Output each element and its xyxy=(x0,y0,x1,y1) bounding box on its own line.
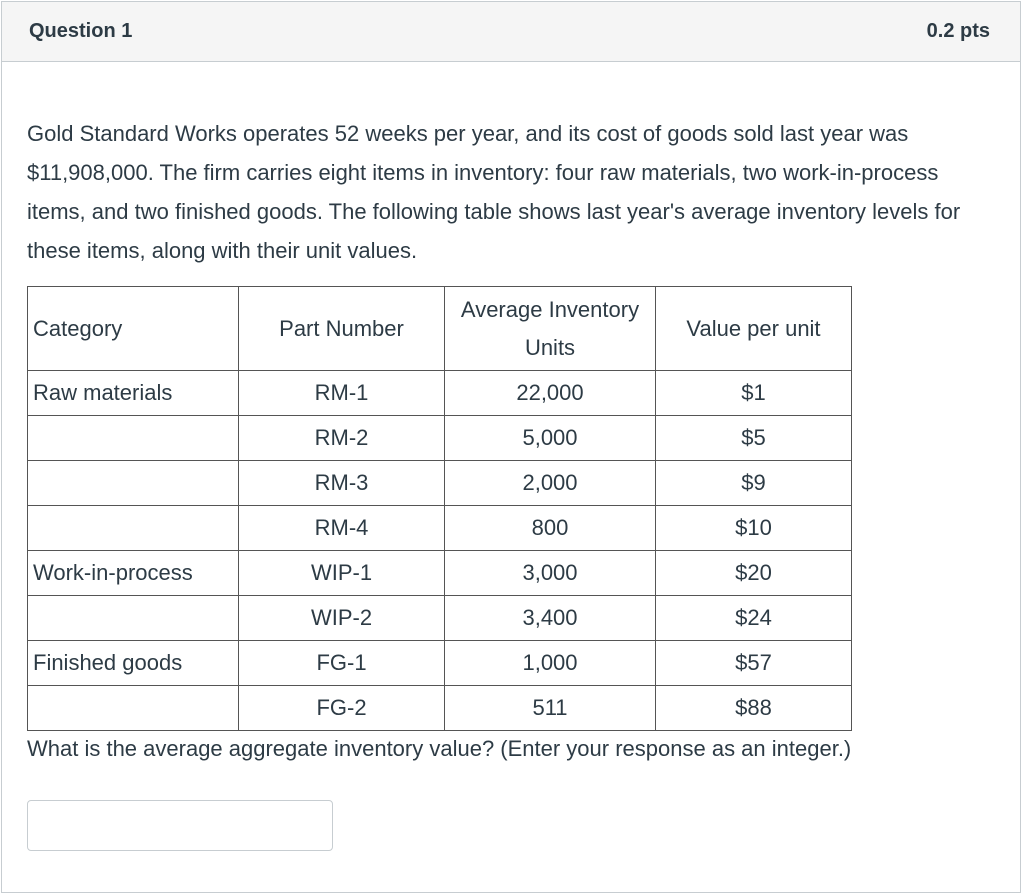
header-average-inventory-units: Average Inventory Units xyxy=(445,287,656,371)
header-category: Category xyxy=(28,287,239,371)
question-points: 0.2 pts xyxy=(926,20,990,42)
cell-average-units: 5,000 xyxy=(445,416,656,461)
header-part-number: Part Number xyxy=(239,287,445,371)
table-row xyxy=(28,371,852,416)
cell-value-per-unit: $20 xyxy=(656,551,852,596)
cell-value-per-unit: $88 xyxy=(656,686,852,731)
cell-category xyxy=(28,596,239,641)
cell-value-per-unit: $5 xyxy=(656,416,852,461)
cell-value-per-unit: $9 xyxy=(656,461,852,506)
table-row xyxy=(28,596,852,641)
inventory-table xyxy=(27,286,852,731)
table-header-row xyxy=(28,287,852,371)
cell-category xyxy=(28,416,239,461)
question-text: Gold Standard Works operates 52 weeks per year, and its cost of goods sold last year was $11,908,000. The firm carries eight items in inventory: four raw materials, two work-in-process items, and two finished goods. The following table shows last year's average inventory levels for these items, along with their unit values. xyxy=(27,121,961,263)
cell-value-per-unit: $24 xyxy=(656,596,852,641)
cell-category: Work-in-process xyxy=(28,551,239,596)
cell-part-number: RM-2 xyxy=(239,416,445,461)
cell-value-per-unit: $57 xyxy=(656,641,852,686)
cell-category xyxy=(28,506,239,551)
cell-part-number: WIP-1 xyxy=(239,551,445,596)
table-row xyxy=(28,416,852,461)
table-row xyxy=(28,551,852,596)
cell-average-units: 511 xyxy=(445,686,656,731)
cell-category xyxy=(28,461,239,506)
cell-category: Finished goods xyxy=(28,641,239,686)
cell-part-number: RM-1 xyxy=(239,371,445,416)
cell-category xyxy=(28,686,239,731)
header-value-per-unit: Value per unit xyxy=(656,287,852,371)
cell-average-units: 3,400 xyxy=(445,596,656,641)
table-row xyxy=(28,641,852,686)
cell-category: Raw materials xyxy=(28,371,239,416)
cell-value-per-unit: $1 xyxy=(656,371,852,416)
cell-average-units: 800 xyxy=(445,506,656,551)
answer-prompt: What is the average aggregate inventory value? (Enter your response as an integer.) xyxy=(27,736,852,761)
question-header xyxy=(2,2,1020,62)
table-row xyxy=(28,686,852,731)
table-row xyxy=(28,461,852,506)
cell-value-per-unit: $10 xyxy=(656,506,852,551)
cell-average-units: 22,000 xyxy=(445,371,656,416)
cell-part-number: WIP-2 xyxy=(239,596,445,641)
answer-input[interactable] xyxy=(27,800,333,851)
cell-part-number: RM-3 xyxy=(239,461,445,506)
cell-part-number: FG-1 xyxy=(239,641,445,686)
cell-average-units: 1,000 xyxy=(445,641,656,686)
cell-average-units: 2,000 xyxy=(445,461,656,506)
cell-average-units: 3,000 xyxy=(445,551,656,596)
cell-part-number: FG-2 xyxy=(239,686,445,731)
cell-part-number: RM-4 xyxy=(239,506,445,551)
table-row xyxy=(28,506,852,551)
question-title: Question 1 xyxy=(29,20,133,42)
